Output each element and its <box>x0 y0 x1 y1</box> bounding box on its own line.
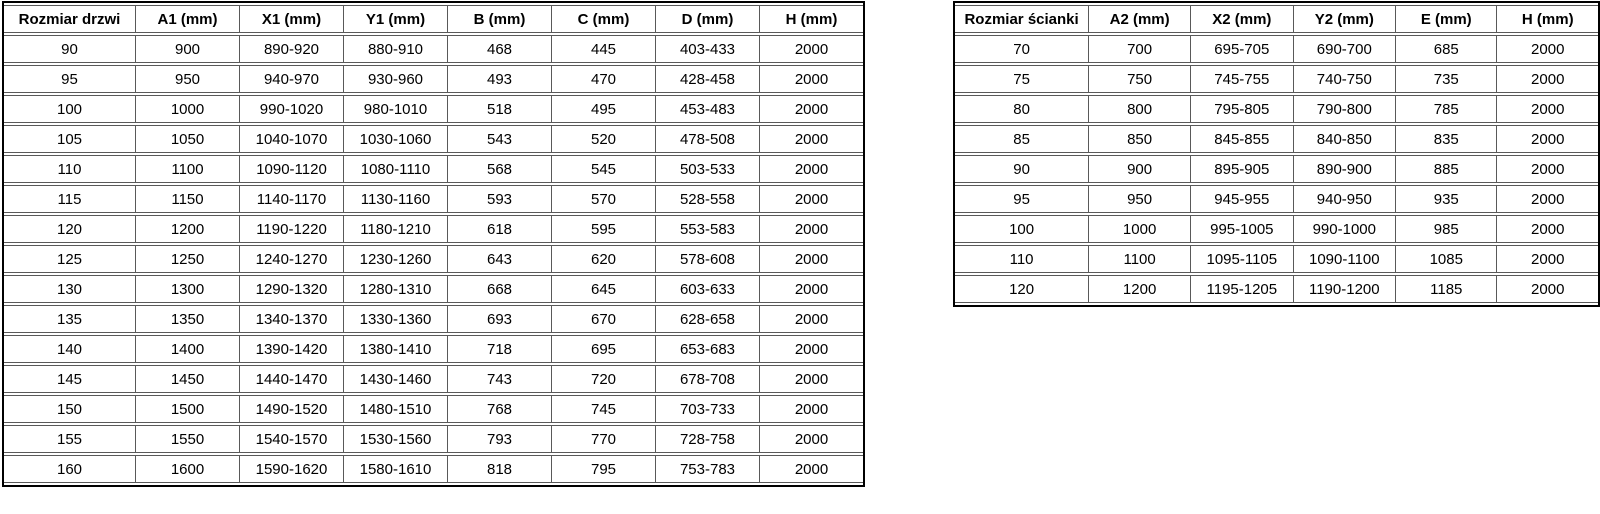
table-cell: 2000 <box>1497 185 1598 213</box>
table-cell: 2000 <box>760 335 863 363</box>
table-cell: 785 <box>1396 95 1497 123</box>
table-row <box>4 35 863 63</box>
table-cell: 720 <box>552 365 656 393</box>
table-cell: 1590-1620 <box>240 455 344 483</box>
table-cell: 703-733 <box>656 395 760 423</box>
table-cell: 545 <box>552 155 656 183</box>
table-cell: 800 <box>1089 95 1191 123</box>
table-cell: 160 <box>4 455 136 483</box>
table-cell: 618 <box>448 215 552 243</box>
table-cell: 495 <box>552 95 656 123</box>
table-cell: 670 <box>552 305 656 333</box>
table-cell: 543 <box>448 125 552 153</box>
table-cell: 995-1005 <box>1191 215 1293 243</box>
table-cell: 740-750 <box>1294 65 1396 93</box>
table-cell: 795-805 <box>1191 95 1293 123</box>
table-cell: 695 <box>552 335 656 363</box>
table-cell: 578-608 <box>656 245 760 273</box>
table-cell: 718 <box>448 335 552 363</box>
wall-panel-size-table-header <box>955 5 1598 33</box>
table-cell: 695-705 <box>1191 35 1293 63</box>
table-cell: 1330-1360 <box>344 305 448 333</box>
table-cell: 1450 <box>136 365 240 393</box>
table-cell: 553-583 <box>656 215 760 243</box>
table-row <box>955 65 1598 93</box>
table-cell: 115 <box>4 185 136 213</box>
table-cell: 750 <box>1089 65 1191 93</box>
table-cell: 643 <box>448 245 552 273</box>
table-cell: 150 <box>4 395 136 423</box>
table-cell: 1580-1610 <box>344 455 448 483</box>
header-row <box>955 5 1598 33</box>
table-cell: 845-855 <box>1191 125 1293 153</box>
table-row <box>4 305 863 333</box>
table-cell: 935 <box>1396 185 1497 213</box>
table-row <box>4 215 863 243</box>
table-cell: 753-783 <box>656 455 760 483</box>
table-cell: 1150 <box>136 185 240 213</box>
table-cell: 1430-1460 <box>344 365 448 393</box>
table-cell: 835 <box>1396 125 1497 153</box>
table-cell: 1180-1210 <box>344 215 448 243</box>
table-row <box>4 95 863 123</box>
table-cell: 130 <box>4 275 136 303</box>
table-cell: 743 <box>448 365 552 393</box>
table-cell: 770 <box>552 425 656 453</box>
table-cell: 90 <box>955 155 1089 183</box>
table-cell: 985 <box>1396 215 1497 243</box>
table-cell: 990-1020 <box>240 95 344 123</box>
wall-panel-size-table-body <box>955 35 1598 303</box>
column-header: X1 (mm) <box>240 5 344 33</box>
table-row <box>4 335 863 363</box>
table-cell: 570 <box>552 185 656 213</box>
header-row <box>4 5 863 33</box>
table-cell: 678-708 <box>656 365 760 393</box>
table-cell: 2000 <box>1497 95 1598 123</box>
table-cell: 140 <box>4 335 136 363</box>
table-cell: 1490-1520 <box>240 395 344 423</box>
table-row <box>955 275 1598 303</box>
table-cell: 2000 <box>1497 125 1598 153</box>
table-cell: 795 <box>552 455 656 483</box>
table-cell: 1380-1410 <box>344 335 448 363</box>
table-cell: 668 <box>448 275 552 303</box>
table-cell: 100 <box>955 215 1089 243</box>
table-row <box>955 125 1598 153</box>
table-cell: 2000 <box>760 125 863 153</box>
table-cell: 2000 <box>760 305 863 333</box>
table-row <box>4 245 863 273</box>
column-header: D (mm) <box>656 5 760 33</box>
table-cell: 1290-1320 <box>240 275 344 303</box>
table-cell: 120 <box>4 215 136 243</box>
table-row <box>955 35 1598 63</box>
table-cell: 518 <box>448 95 552 123</box>
table-cell: 1000 <box>136 95 240 123</box>
table-cell: 620 <box>552 245 656 273</box>
table-cell: 135 <box>4 305 136 333</box>
table-row <box>955 155 1598 183</box>
table-cell: 2000 <box>1497 155 1598 183</box>
table-cell: 155 <box>4 425 136 453</box>
table-cell: 1095-1105 <box>1191 245 1293 273</box>
table-row <box>4 65 863 93</box>
table-cell: 110 <box>4 155 136 183</box>
table-cell: 445 <box>552 35 656 63</box>
table-cell: 493 <box>448 65 552 93</box>
table-cell: 125 <box>4 245 136 273</box>
column-header: C (mm) <box>552 5 656 33</box>
table-cell: 1050 <box>136 125 240 153</box>
table-cell: 2000 <box>760 185 863 213</box>
table-row <box>4 275 863 303</box>
table-cell: 1190-1220 <box>240 215 344 243</box>
table-cell: 80 <box>955 95 1089 123</box>
table-cell: 1085 <box>1396 245 1497 273</box>
table-row <box>955 245 1598 273</box>
door-size-table-header <box>4 5 863 33</box>
table-cell: 1390-1420 <box>240 335 344 363</box>
table-cell: 1100 <box>136 155 240 183</box>
column-header: Rozmiar drzwi <box>4 5 136 33</box>
table-cell: 1540-1570 <box>240 425 344 453</box>
table-cell: 745 <box>552 395 656 423</box>
table-cell: 990-1000 <box>1294 215 1396 243</box>
wall-panel-size-table <box>953 1 1600 307</box>
table-cell: 403-433 <box>656 35 760 63</box>
table-cell: 885 <box>1396 155 1497 183</box>
table-cell: 685 <box>1396 35 1497 63</box>
table-cell: 100 <box>4 95 136 123</box>
table-cell: 1400 <box>136 335 240 363</box>
table-cell: 2000 <box>760 65 863 93</box>
table-cell: 1240-1270 <box>240 245 344 273</box>
table-cell: 95 <box>4 65 136 93</box>
table-cell: 1440-1470 <box>240 365 344 393</box>
table-row <box>955 95 1598 123</box>
table-cell: 900 <box>1089 155 1191 183</box>
table-cell: 950 <box>1089 185 1191 213</box>
table-cell: 850 <box>1089 125 1191 153</box>
column-header: H (mm) <box>1497 5 1598 33</box>
table-cell: 468 <box>448 35 552 63</box>
table-cell: 478-508 <box>656 125 760 153</box>
table-cell: 1185 <box>1396 275 1497 303</box>
table-cell: 653-683 <box>656 335 760 363</box>
table-cell: 453-483 <box>656 95 760 123</box>
table-cell: 2000 <box>760 245 863 273</box>
table-cell: 895-905 <box>1191 155 1293 183</box>
table-cell: 735 <box>1396 65 1497 93</box>
table-cell: 520 <box>552 125 656 153</box>
table-cell: 840-850 <box>1294 125 1396 153</box>
table-cell: 1350 <box>136 305 240 333</box>
table-cell: 145 <box>4 365 136 393</box>
table-cell: 2000 <box>760 425 863 453</box>
table-cell: 2000 <box>760 365 863 393</box>
table-cell: 1195-1205 <box>1191 275 1293 303</box>
table-cell: 2000 <box>760 395 863 423</box>
table-cell: 110 <box>955 245 1089 273</box>
table-cell: 120 <box>955 275 1089 303</box>
table-row <box>955 185 1598 213</box>
table-cell: 2000 <box>760 215 863 243</box>
table-cell: 470 <box>552 65 656 93</box>
table-row <box>4 185 863 213</box>
table-cell: 790-800 <box>1294 95 1396 123</box>
table-cell: 930-960 <box>344 65 448 93</box>
table-cell: 603-633 <box>656 275 760 303</box>
column-header: H (mm) <box>760 5 863 33</box>
table-cell: 593 <box>448 185 552 213</box>
table-cell: 1230-1260 <box>344 245 448 273</box>
table-cell: 940-950 <box>1294 185 1396 213</box>
table-cell: 1200 <box>1089 275 1191 303</box>
table-cell: 595 <box>552 215 656 243</box>
column-header: E (mm) <box>1396 5 1497 33</box>
table-cell: 1600 <box>136 455 240 483</box>
table-cell: 2000 <box>1497 275 1598 303</box>
table-cell: 1500 <box>136 395 240 423</box>
table-cell: 1040-1070 <box>240 125 344 153</box>
column-header: A2 (mm) <box>1089 5 1191 33</box>
table-cell: 728-758 <box>656 425 760 453</box>
table-cell: 1090-1100 <box>1294 245 1396 273</box>
table-cell: 1030-1060 <box>344 125 448 153</box>
table-row <box>4 155 863 183</box>
table-cell: 568 <box>448 155 552 183</box>
table-cell: 503-533 <box>656 155 760 183</box>
table-cell: 700 <box>1089 35 1191 63</box>
table-cell: 2000 <box>1497 35 1598 63</box>
table-cell: 1190-1200 <box>1294 275 1396 303</box>
table-row <box>4 425 863 453</box>
table-cell: 818 <box>448 455 552 483</box>
table-cell: 880-910 <box>344 35 448 63</box>
table-cell: 1550 <box>136 425 240 453</box>
table-cell: 2000 <box>760 35 863 63</box>
table-cell: 940-970 <box>240 65 344 93</box>
table-cell: 900 <box>136 35 240 63</box>
column-header: Y2 (mm) <box>1294 5 1396 33</box>
table-cell: 75 <box>955 65 1089 93</box>
table-cell: 1200 <box>136 215 240 243</box>
table-cell: 1080-1110 <box>344 155 448 183</box>
table-cell: 528-558 <box>656 185 760 213</box>
table-cell: 645 <box>552 275 656 303</box>
table-cell: 950 <box>136 65 240 93</box>
table-row <box>4 125 863 153</box>
table-cell: 105 <box>4 125 136 153</box>
table-cell: 1530-1560 <box>344 425 448 453</box>
table-cell: 2000 <box>760 455 863 483</box>
table-cell: 1280-1310 <box>344 275 448 303</box>
column-header: B (mm) <box>448 5 552 33</box>
table-cell: 890-920 <box>240 35 344 63</box>
column-header: Rozmiar ścianki <box>955 5 1089 33</box>
table-cell: 890-900 <box>1294 155 1396 183</box>
table-cell: 693 <box>448 305 552 333</box>
table-row <box>4 395 863 423</box>
column-header: X2 (mm) <box>1191 5 1293 33</box>
table-cell: 1480-1510 <box>344 395 448 423</box>
table-cell: 95 <box>955 185 1089 213</box>
table-cell: 1130-1160 <box>344 185 448 213</box>
table-cell: 2000 <box>1497 245 1598 273</box>
table-cell: 745-755 <box>1191 65 1293 93</box>
table-cell: 980-1010 <box>344 95 448 123</box>
table-cell: 70 <box>955 35 1089 63</box>
table-cell: 428-458 <box>656 65 760 93</box>
door-size-table-body <box>4 35 863 483</box>
table-cell: 1090-1120 <box>240 155 344 183</box>
table-cell: 1100 <box>1089 245 1191 273</box>
table-cell: 1000 <box>1089 215 1191 243</box>
door-size-table <box>2 1 865 487</box>
table-cell: 90 <box>4 35 136 63</box>
table-cell: 945-955 <box>1191 185 1293 213</box>
table-cell: 793 <box>448 425 552 453</box>
column-header: Y1 (mm) <box>344 5 448 33</box>
table-cell: 1340-1370 <box>240 305 344 333</box>
column-header: A1 (mm) <box>136 5 240 33</box>
table-cell: 2000 <box>760 155 863 183</box>
table-cell: 2000 <box>1497 215 1598 243</box>
table-cell: 2000 <box>760 275 863 303</box>
table-row <box>4 365 863 393</box>
table-cell: 1300 <box>136 275 240 303</box>
table-cell: 1250 <box>136 245 240 273</box>
table-cell: 2000 <box>760 95 863 123</box>
table-cell: 768 <box>448 395 552 423</box>
table-row <box>4 455 863 483</box>
table-cell: 2000 <box>1497 65 1598 93</box>
table-cell: 628-658 <box>656 305 760 333</box>
table-cell: 85 <box>955 125 1089 153</box>
table-row <box>955 215 1598 243</box>
table-cell: 1140-1170 <box>240 185 344 213</box>
table-cell: 690-700 <box>1294 35 1396 63</box>
